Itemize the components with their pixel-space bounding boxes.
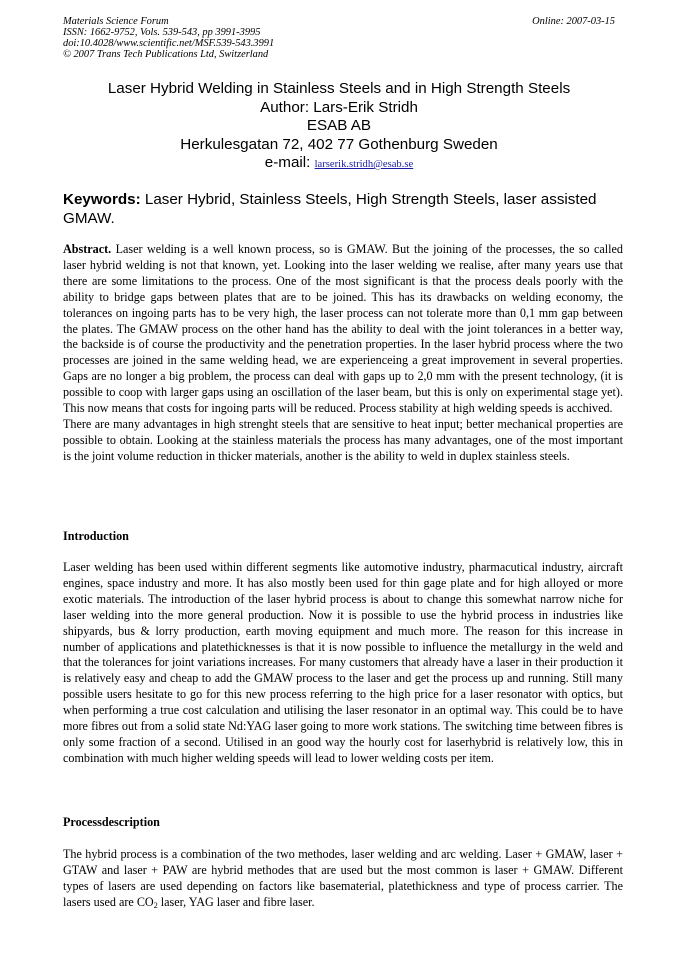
author-line: Author: Lars-Erik Stridh bbox=[260, 98, 418, 116]
online-date: Online: 2007-03-15 bbox=[532, 16, 615, 27]
email-link[interactable]: larserik.stridh@esab.se bbox=[314, 159, 414, 170]
doi-line: doi:10.4028/www.scientific.net/MSF.539-543.3991 bbox=[63, 38, 275, 49]
abstract-text-1: Laser welding is a well known process, so is GMAW. But the joining of the processes, the so called laser hybrid welding is not that known, yet. Looking into the laser welding we realise, after many years use that there are some limitations to the process. One of the most significant is that the process deals poorly with the ability to bridge gaps between plates that are to be joined. This has its drawbacks on welding economy, the tolerances on ingoing parts has to be very high, the laser process can not tolerate more than 0,1 mm gap between the plates. The GMAW process on the other hand has the ability to deal with the joint tolerances in a better way, the backside is of course the productivity and the penetration properties. In the laser hybrid process where the two processes are joined in the same welding head, we are experienceing a great improvement in several properties. Gaps are no longer a big problem, the process can deal with gaps up to 2,0 mm with the present technology, (it is possible to coop with larger gaps using an oscillation of the laser beam, but this is only on experimental stage yet). This now means that costs for ingoing parts will be reduced. Process stability at high welding speeds is acchived. bbox=[63, 242, 623, 416]
paper-title: Laser Hybrid Welding in Stainless Steels and in High Strength Steels bbox=[107, 80, 571, 97]
address-line: Herkulesgatan 72, 402 77 Gothenburg Sweden bbox=[180, 135, 498, 153]
email-line bbox=[0, 154, 678, 175]
abstract-paragraph-1 bbox=[63, 242, 623, 417]
keywords bbox=[63, 191, 623, 228]
journal-name: Materials Science Forum bbox=[63, 16, 169, 27]
publication-meta bbox=[63, 16, 274, 60]
keywords-text: Laser Hybrid, Stainless Steels, High Strength Steels, laser assisted GMAW. bbox=[63, 191, 597, 227]
co2-subscript: 2 bbox=[153, 900, 158, 910]
process-section bbox=[63, 847, 623, 911]
title-block bbox=[0, 80, 678, 175]
introduction-heading: Introduction bbox=[63, 529, 129, 543]
copyright-line: © 2007 Trans Tech Publications Ltd, Switzerland bbox=[63, 49, 269, 60]
process-paragraph bbox=[63, 847, 623, 911]
introduction-paragraph: Laser welding has been used within different segments like automotive industry, pharmacutical industry, aircraft engines, space industry and more. It has also mostly been used for thin gage plate and for high alloyed or more exotic materials. The introduction of the laser hybrid process is about to change this somewhat narrow niche for laser welding into the more general production. Now it is possible to use the hybrid process in industries like shipyards, bus & lorry production, earth moving equipment and much more. The reason for this increase in number of applications and platethicknesses is that it is now possible to influence the metallurgy in the weld and that the tolerances for joint variations increases. For many customers that already have a laser in their production it is relatively easy and cheap to add the GMAW process to the laser and get the process up and running. Still many possible users hesitate to go for this new process referring to the high price for a laser resonator with optics, but when performing a true cost calculation and utilising the laser resonator in an optimal way. This could be to have more fibres out from a solid state Nd:YAG laser going to more work stations. The switching time between fibres is only some fraction of a second. Utilised in an good way the hourly cost for laserhybrid is relatively low, this in combination with much higher welding speeds will lead to lower welding costs per item. bbox=[63, 560, 623, 765]
process-text-b: laser, YAG laser and fibre laser. bbox=[157, 894, 315, 909]
abstract-paragraph-2: There are many advantages in high strenght steels that are sensitive to heat input; better mechanical properties are possible to obtain. Looking at the stainless materials the process has many advantages, one of the most important is the joint volume reduction in thicker materials, another is the ability to weld in duplex stainless steels. bbox=[63, 416, 623, 463]
keywords-label: Keywords: bbox=[63, 191, 141, 208]
issn-line: ISSN: 1662-9752, Vols. 539-543, pp 3991-3995 bbox=[63, 27, 261, 38]
introduction-section bbox=[63, 560, 623, 767]
process-heading: Processdescription bbox=[63, 815, 160, 829]
process-text-a: The hybrid process is a combination of the two methodes, laser welding and arc welding. Laser + GMAW, laser + GTAW and laser + PAW are hybrid methodes that are used but the most common is laser + GMAW. Different types of lasers are used depending on factors like basematerial, platethickness and type of process carrier. The lasers used are CO bbox=[63, 847, 623, 909]
email-label: e-mail: bbox=[264, 154, 315, 171]
abstract-label: Abstract. bbox=[63, 242, 112, 256]
company-line: ESAB AB bbox=[306, 117, 372, 134]
abstract-section bbox=[63, 242, 623, 465]
